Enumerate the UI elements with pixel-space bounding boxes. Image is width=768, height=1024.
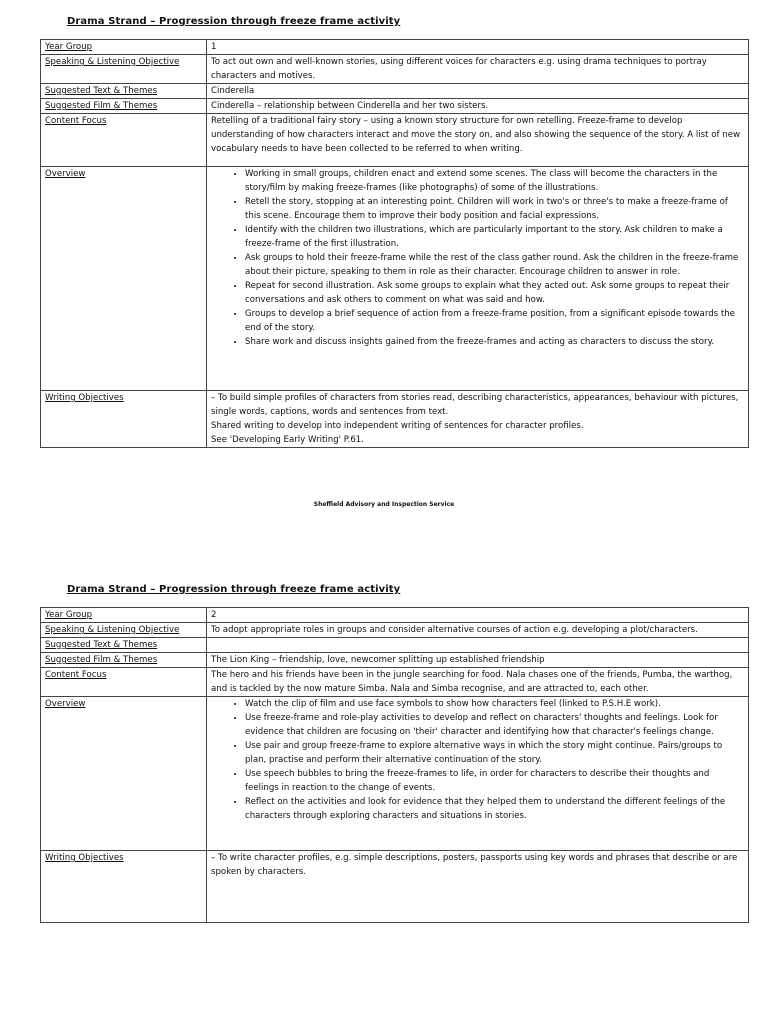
row-label: Content Focus: [41, 114, 207, 167]
writing-line: – To build simple profiles of characters from stories read, describing characteristics, appearances, behaviour with pictures, single words, captions, words and sentences from text.: [211, 393, 739, 417]
row-value: The Lion King – friendship, love, newcomer splitting up established friendship: [207, 653, 749, 668]
list-item: • Use pair and group freeze-frame to explore alternative ways in which the story might continue. Pairs/groups to plan, practise and perform their alternative continuation of the story.: [245, 739, 744, 767]
row-value: [207, 851, 749, 923]
list-item: • Watch the clip of film and use face symbols to show how characters feel (linked to P.S.H.E work).: [245, 697, 744, 711]
list-item: • Working in small groups, children enact and extend some scenes. The class will become the characters in the story/film by making freeze-frames (like photographs) of some of the illustrations.: [245, 167, 744, 195]
row-value: [207, 638, 749, 653]
row-value: To act out own and well-known stories, using different voices for characters e.g. using drama techniques to portray characters and motives.: [207, 55, 749, 84]
table-row-speaking-listening: [41, 623, 749, 638]
list-item: • Use freeze-frame and role-play activities to develop and reflect on characters' thoughts and feelings. Look for evidence that children are focusing on 'their' character and identifying how that character's feelings change.: [245, 711, 744, 739]
table-row-writing-objectives: [41, 391, 749, 448]
list-item: • Retell the story, stopping at an interesting point. Children will work in two's or three's to make a freeze-frame of this scene. Encourage them to improve their body position and facial expressions.: [245, 195, 744, 223]
list-item: • Groups to develop a brief sequence of action from a freeze-frame position, from a significant episode towards the end of the story.: [245, 307, 744, 335]
writing-line: – To write character profiles, e.g. simple descriptions, posters, passports using key words and phrases that describe or are spoken by characters.: [211, 853, 738, 877]
row-value: [207, 391, 749, 448]
footer-organisation: Sheffield Advisory and Inspection Service: [313, 501, 455, 508]
row-label: Year Group: [41, 608, 207, 623]
row-value: [207, 167, 749, 391]
table-row-overview: [41, 167, 749, 391]
list-item: • Identify with the children two illustrations, which are particularly important to the story. Ask children to make a freeze-frame of the first illustration.: [245, 223, 744, 251]
row-value: Cinderella – relationship between Cinderella and her two sisters.: [207, 99, 749, 114]
row-label: Overview: [41, 697, 207, 851]
table-row-writing-objectives: [41, 851, 749, 923]
section-title: Drama Strand – Progression through freeze frame activity: [67, 16, 401, 27]
row-value: [207, 697, 749, 851]
writing-line: Shared writing to develop into independent writing of sentences for character profiles.: [211, 421, 584, 431]
row-label: Writing Objectives: [41, 851, 207, 923]
table-row-year-group: [41, 608, 749, 623]
row-value: The hero and his friends have been in the jungle searching for food. Nala chases one of the friends, Pumba, the warthog, and is tackled by the now mature Simba. Nala and Simba recognise, and are attracted to, each other.: [207, 668, 749, 697]
list-item: • Reflect on the activities and look for evidence that they helped them to understand the different feelings of the characters through exploring characters and situations in stories.: [245, 795, 744, 823]
plan-table: [40, 39, 749, 448]
plan-section-year-2: [40, 584, 749, 923]
row-value: To adopt appropriate roles in groups and consider alternative courses of action e.g. developing a plot/characters.: [207, 623, 749, 638]
row-label: Suggested Film & Themes: [41, 99, 207, 114]
list-item: • Ask groups to hold their freeze-frame while the rest of the class gather round. Ask the children in the freeze-frame about their picture, speaking to them in role as their character. Encourage children to answer in role.: [245, 251, 744, 279]
row-label: Suggested Film & Themes: [41, 653, 207, 668]
table-row-text-themes: [41, 84, 749, 99]
list-item: • Use speech bubbles to bring the freeze-frames to life, in order for characters to describe their thoughts and feelings in reaction to the change of events.: [245, 767, 744, 795]
list-item: • Share work and discuss insights gained from the freeze-frames and acting as characters to discuss the story.: [245, 335, 744, 349]
table-row-text-themes: [41, 638, 749, 653]
row-label: Year Group: [41, 40, 207, 55]
row-label: Speaking & Listening Objective: [41, 55, 207, 84]
writing-line: See 'Developing Early Writing' P.61.: [211, 435, 364, 445]
section-title: Drama Strand – Progression through freeze frame activity: [67, 584, 401, 595]
table-row-year-group: [41, 40, 749, 55]
row-label: Overview: [41, 167, 207, 391]
list-item: • Repeat for second illustration. Ask some groups to explain what they acted out. Ask some groups to repeat their conversations and ask others to comment on what was said and how.: [245, 279, 744, 307]
table-row-content-focus: [41, 668, 749, 697]
row-value: 2: [207, 608, 749, 623]
row-label: Content Focus: [41, 668, 207, 697]
row-value: Retelling of a traditional fairy story – using a known story structure for own retelling. Freeze-frame to develop understanding of how characters interact and move the story on, and also showing the sequence of the story. A list of new vocabulary needs to have been collected to be referred to when writing.: [207, 114, 749, 167]
overview-list: [211, 697, 744, 823]
table-row-overview: [41, 697, 749, 851]
row-label: Writing Objectives: [41, 391, 207, 448]
row-value: Cinderella: [207, 84, 749, 99]
plan-table: [40, 607, 749, 923]
table-row-film-themes: [41, 99, 749, 114]
table-row-film-themes: [41, 653, 749, 668]
table-row-speaking-listening: [41, 55, 749, 84]
row-label: Speaking & Listening Objective: [41, 623, 207, 638]
table-row-content-focus: [41, 114, 749, 167]
plan-section-year-1: [40, 16, 749, 448]
row-label: Suggested Text & Themes: [41, 638, 207, 653]
overview-list: [211, 167, 744, 349]
row-value: 1: [207, 40, 749, 55]
row-label: Suggested Text & Themes: [41, 84, 207, 99]
